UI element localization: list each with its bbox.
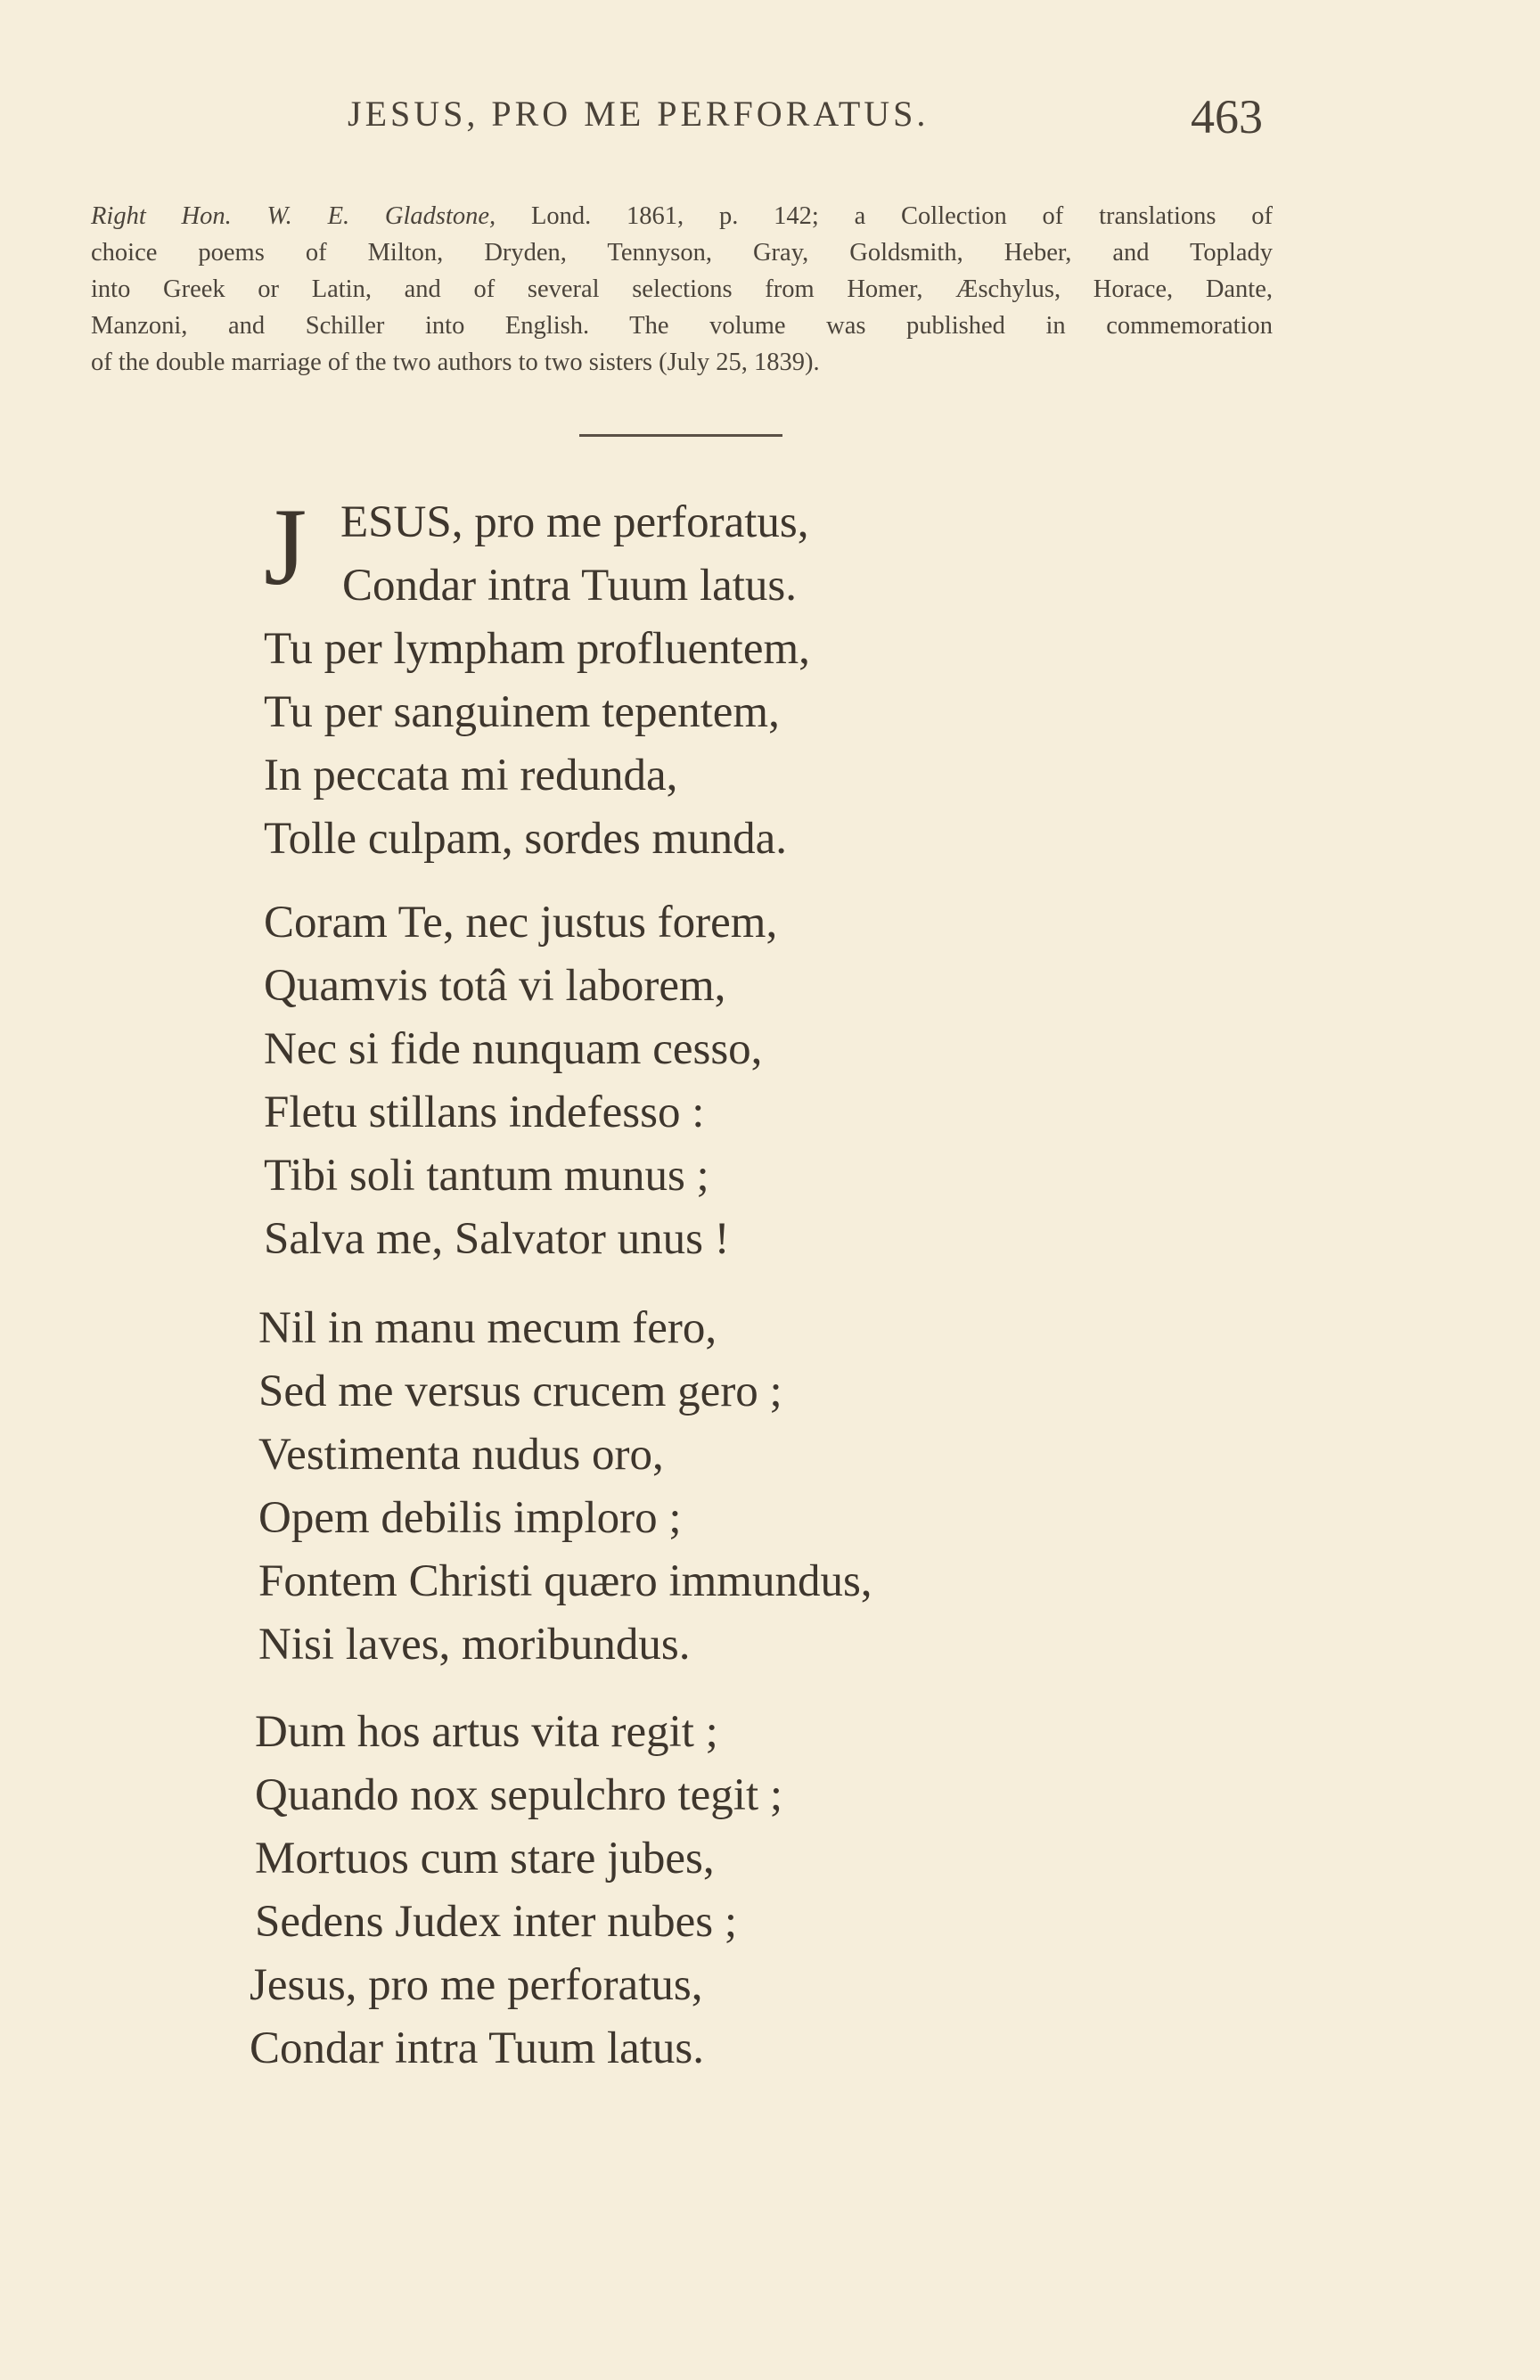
source-note-line: of the double marriage of the two authors to two sisters (July 25, 1839). [91,349,820,376]
poem-line: Tu per sanguinem tepentem, [264,687,780,737]
poem-line: Condar intra Tuum latus. [342,561,798,611]
poem-line: Vestimenta nudus oro, [258,1430,664,1480]
poem-line: Sedens Judex inter nubes ; [255,1897,738,1947]
page-number: 463 [1191,90,1263,144]
source-note-line: Manzoni, and Schiller into English. The volume was published in commemoration [91,312,1273,340]
poem-line: Tolle culpam, sordes munda. [264,814,788,864]
source-note-line: into Greek or Latin, and of several selections from Homer, Æschylus, Horace, Dante, [91,275,1273,303]
poem-line: Tibi soli tantum munus ; [264,1151,709,1201]
poem-line: ESUS, pro me perforatus, [340,497,809,547]
poem-line: Quamvis totâ vi laborem, [264,961,726,1011]
poem-line: Sed me versus crucem gero ; [258,1366,782,1416]
poem-line: Fontem Christi quæro immundus, [258,1556,872,1606]
source-author: Right Hon. W. E. Gladstone, [91,202,496,230]
poem-line: Coram Te, nec justus forem, [264,898,778,948]
poem-line: Salva me, Salvator unus ! [264,1214,730,1264]
drop-cap: J [264,486,307,608]
source-note-line: choice poems of Milton, Dryden, Tennyson, Gray, Goldsmith, Heber, and Toplady [91,239,1273,267]
source-note [91,198,1273,381]
poem-line: Nil in manu mecum fero, [258,1303,717,1353]
poem-line: Fletu stillans indefesso : [264,1087,705,1137]
poem-line: Nec si fide nunquam cesso, [264,1024,763,1074]
poem-line: Nisi laves, moribundus. [258,1620,691,1670]
section-divider [579,434,782,437]
poem-line: Mortuos cum stare jubes, [255,1834,715,1883]
poem-line: Tu per lympham profluentem, [264,624,810,674]
poem-line: Quando nox sepulchro tegit ; [255,1770,783,1820]
poem-line: Condar intra Tuum latus. [250,2023,705,2073]
running-header: JESUS, PRO ME PERFORATUS. [348,94,930,134]
poem-line: Dum hos artus vita regit ; [255,1707,718,1757]
source-note-line [91,198,1273,234]
poem-line: In peccata mi redunda, [264,751,678,800]
source-note-text: Lond. 1861, p. 142; a Collection of translations of [496,202,1273,230]
poem-line: Jesus, pro me perforatus, [250,1960,703,2010]
poem-line: Opem debilis imploro ; [258,1493,682,1543]
